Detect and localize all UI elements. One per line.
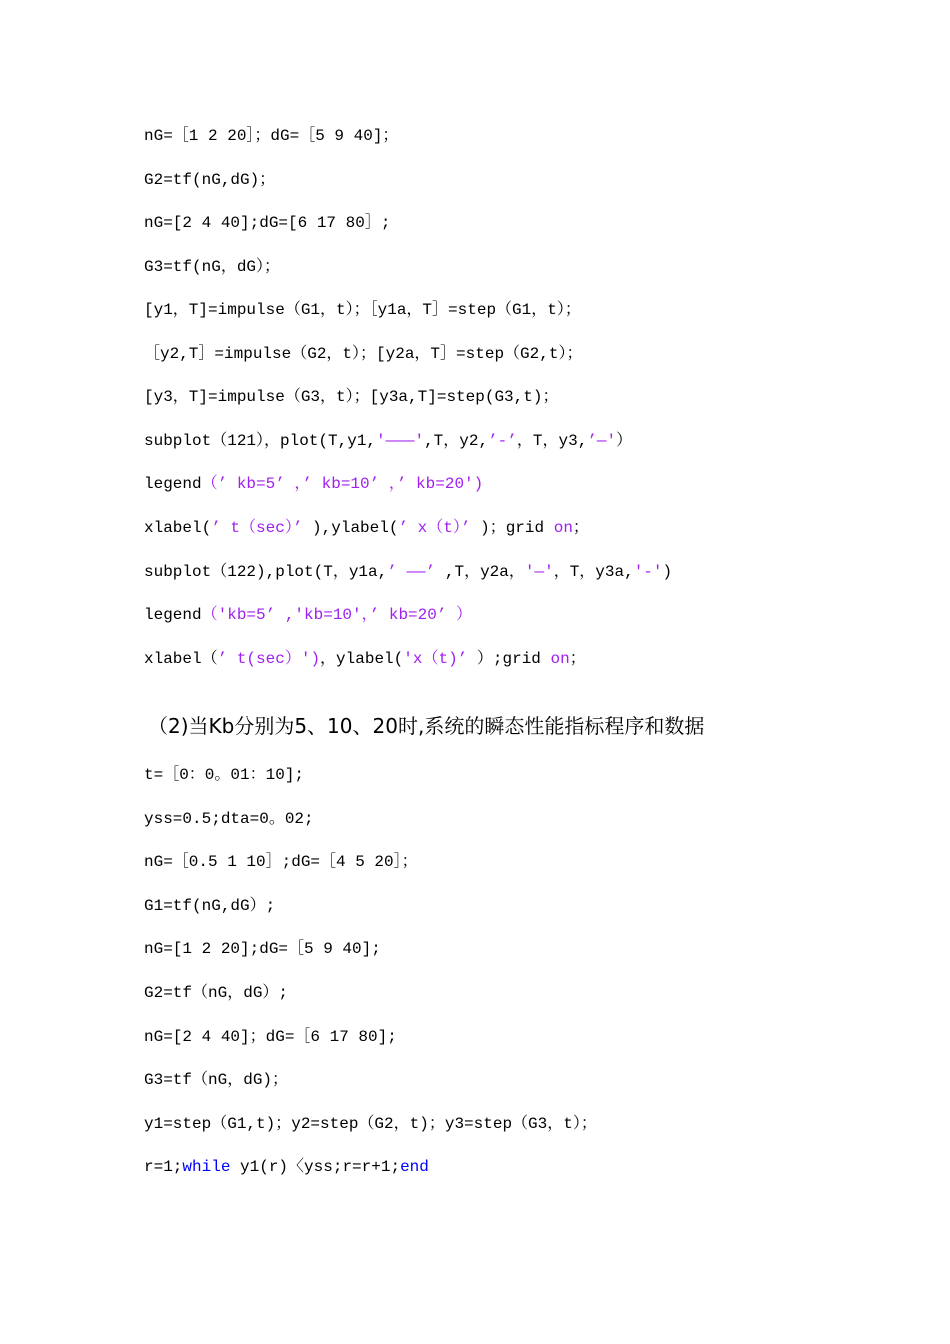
string-literal: ’ ——’ [387,563,445,581]
code-line: nG=［0.5 1 10］;dG=［4 5 20］； [144,853,418,871]
code-line: G3=tf(nG，dG）； [144,258,281,276]
code-line: subplot（122),plot(T，y1a,’ ——’ ,T，y2a，'—'，T，y3a,'-') [144,563,673,581]
string-literal: ’-’ [488,432,517,450]
code-line: y1=step（G1,t)；y2=step（G2，t)；y3=step（G3，t）； [144,1115,597,1133]
code-line: G3=tf（nG，dG)； [144,1071,289,1089]
code-line: subplot（121），plot(T,y1,'———',T，y2,’-’，T，y3,’—'） [144,432,633,450]
code-line: legend（’ kb=5’ ，’ kb=10’ ，’ kb=20') [144,475,484,493]
keyword-on: on [553,519,573,537]
code-line: G1=tf(nG,dG）; [144,897,276,915]
section-heading: （2)当Kb分别为5、10、20时,系统的瞬态性能指标程序和数据 [148,714,705,738]
string-literal: ’ x（t）’ [398,519,481,537]
code-line: ［y2,T］=impulse（G2，t）；[y2a，T］=step（G2,t）； [144,345,583,363]
code-line: nG=［1 2 20］；dG=［5 9 40]； [144,127,399,145]
keyword-while: while [182,1158,231,1176]
code-line: nG=[2 4 40]；dG=［6 17 80]; [144,1028,397,1046]
code-line: t=［0：0。01：10]; [144,766,305,784]
code-line: nG=[1 2 20];dG=［5 9 40]; [144,940,381,958]
code-line: [y1，T]=impulse（G1，t）；［y1a，T］=step（G1，t）； [144,301,581,319]
code-line: xlabel（’ t(sec）')，ylabel('x（t)’ ）;grid on； [144,650,586,668]
string-literal: 'x（t)’ [403,650,477,668]
keyword-end: end [400,1158,429,1176]
code-line: G2=tf（nG，dG）; [144,984,289,1002]
code-line: nG=[2 4 40];dG=[6 17 80］; [144,214,391,232]
string-literal: '-' [633,563,663,581]
code-line: r=1;while y1(r)〈yss;r=r+1;end [144,1158,429,1176]
code-line: [y3，T]=impulse（G3，t）；[y3a,T]=step(G3,t)； [144,388,559,406]
string-literal: （’ kb=5’ ，’ kb=10’ ，’ kb=20') [201,475,484,493]
code-line: yss=0.5;dta=0。02; [144,810,314,828]
string-literal: （'kb=5’ ,'kb=10'，’ kb=20’ ） [201,606,473,624]
string-literal: '———' [376,432,425,450]
code-line: legend（'kb=5’ ,'kb=10'，’ kb=20’ ） [144,606,473,624]
string-literal: '—' [524,563,554,581]
string-literal: ’—' [587,432,617,450]
keyword-on: on [550,650,570,668]
code-line: G2=tf(nG,dG)； [144,171,276,189]
string-literal: ’ t(sec）') [217,650,321,668]
code-line: xlabel(’ t（sec）’ ),ylabel(’ x（t）’ )；grid on； [144,519,589,537]
string-literal: ’ t（sec）’ [211,519,313,537]
